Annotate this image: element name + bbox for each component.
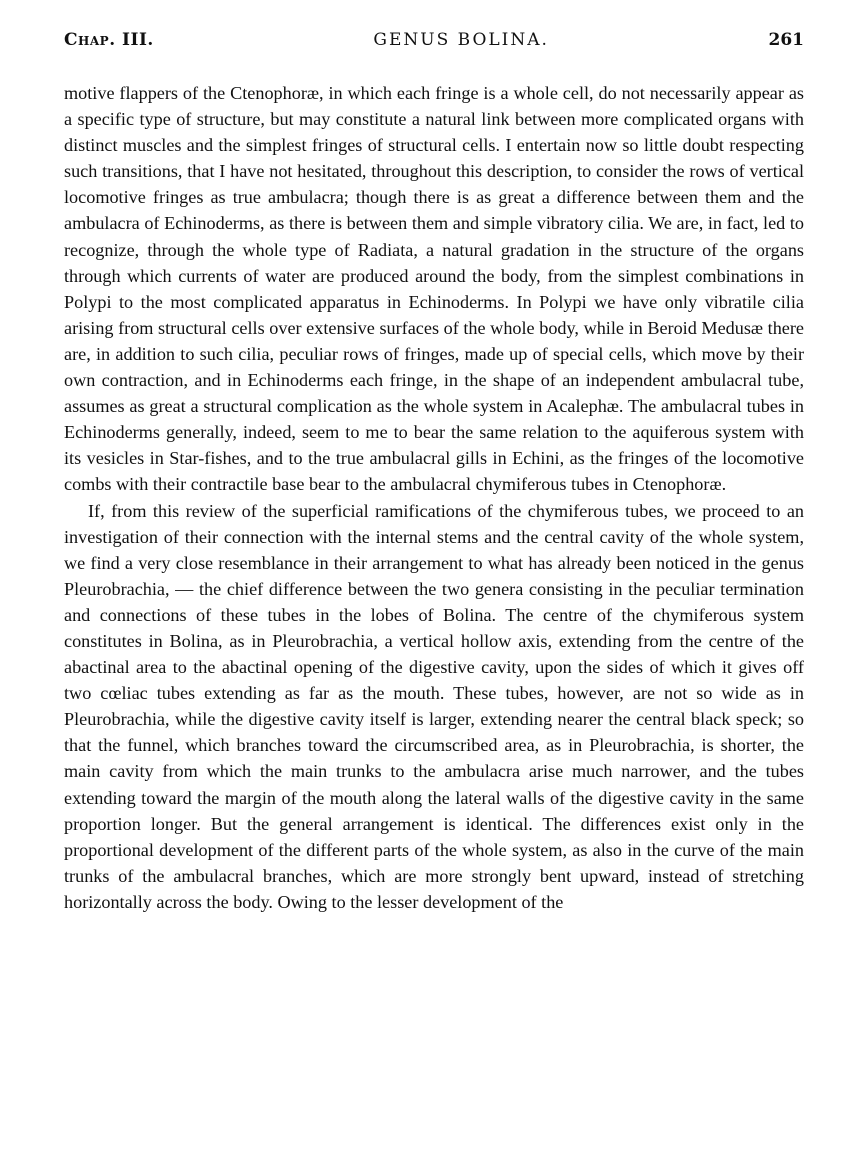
paragraph-2: If, from this review of the superficial ramifications of the chymiferous tubes, we proceed to an investigation of their connection with the internal stems and the central cavity of the whole system, we find a very close resemblance in their arrangement to what has already been noticed in the genus Pleurobrachia, — the chief difference between the two genera consisting in the peculiar termination and connections of these tubes in the lobes of Bolina. The centre of the chymiferous system constitutes in Bolina, as in Pleurobrachia, a vertical hollow axis, extending from the centre of the abactinal area to the abactinal opening of the digestive cavity, upon the sides of which it gives off two cœliac tubes extending as far as the mouth. These tubes, however, are not so wide as in Pleurobrachia, while the digestive cavity itself is larger, extending nearer the central black speck; so that the funnel, which branches toward the circumscribed area, as in Pleurobrachia, is shorter, the main cavity from which the main trunks to the ambulacra arise much narrower, and the tubes extending toward the margin of the mouth along the lateral walls of the digestive cavity in the same proportion longer. But the general arrangement is identical. The differences exist only in the proportional development of the different parts of the whole system, as also in the curve of the main trunks of the ambulacral branches, which are more strongly bent upward, instead of stretching horizontally across the body. Owing to the lesser development of the	[64, 500, 804, 912]
body-text	[64, 80, 804, 915]
page-number: 261	[768, 30, 804, 50]
running-title: GENUS BOLINA.	[373, 30, 549, 50]
chapter-label: Chap. III.	[64, 30, 154, 50]
paragraph-1: motive flappers of the Ctenophoræ, in which each fringe is a whole cell, do not necessarily appear as a specific type of structure, but may constitute a natural link between more complicated organs with distinct muscles and the simplest fringes of structural cells. I entertain now so little doubt respecting such transitions, that I have not hesitated, throughout this description, to consider the rows of vertical locomotive fringes as true ambulacra; though there is as great a difference between them and the ambulacra of Echinoderms, as there is between them and simple vibratory cilia. We are, in fact, led to recognize, through the whole type of Radiata, a natural gradation in the structure of the organs through which currents of water are produced around the body, from the simplest combinations in Polypi to the most complicated apparatus in Echinoderms. In Polypi we have only vibratile cilia arising from structural cells over extensive surfaces of the whole body, while in Beroid Medusæ there are, in addition to such cilia, peculiar rows of fringes, made up of special cells, which move by their own contraction, and in Echinoderms each fringe, in the shape of an independent ambulacral tube, assumes as great a structural complication as the whole system in Acalephæ. The ambulacral tubes in Echinoderms generally, indeed, seem to me to bear the same relation to the aquiferous system with its vesicles in Star-fishes, and to the true ambulacral gills in Echini, as the fringes of the locomotive combs with their contractile base bear to the ambulacral chymiferous tubes in Ctenophoræ.	[64, 83, 804, 495]
running-header	[64, 30, 804, 60]
